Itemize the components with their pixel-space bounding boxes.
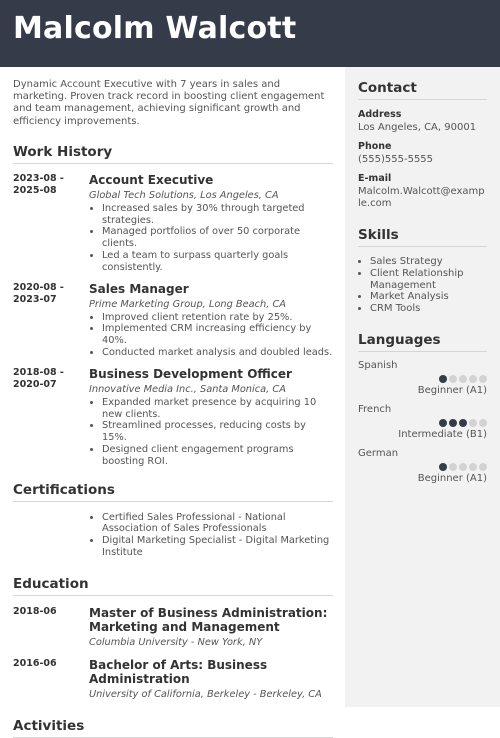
rating-dot-filled [439, 463, 447, 471]
job-bullet: • Expanded market presence by acquiring 10 new clients. [102, 397, 333, 421]
job-date-start: 2020-08 - [13, 281, 64, 293]
education-school: University of California, Berkeley - Berkeley, CA [89, 688, 322, 700]
rating-dot-empty [479, 375, 487, 383]
job-dates [13, 282, 89, 359]
language-entry [358, 360, 487, 396]
language-level: Beginner (A1) [417, 472, 487, 484]
education-school: Columbia University - New York, NY [89, 636, 263, 648]
skill-item: • Market Analysis [370, 291, 487, 303]
skill-item: • Sales Strategy [370, 256, 487, 268]
contact-phone: (555)555-5555 [358, 154, 434, 165]
skill-item: • Client Relationship Management [370, 268, 487, 292]
education-body [89, 606, 333, 649]
job-body [89, 173, 333, 274]
section-title-work-history: Work History [13, 144, 333, 164]
rating-dot-empty [469, 375, 477, 383]
section-title-languages: Languages [358, 332, 487, 352]
job-bullet: • Designed client engagement programs boosting ROI. [102, 444, 333, 468]
job-bullets [89, 397, 333, 468]
job-company: Global Tech Solutions, Los Angeles, CA [89, 189, 279, 201]
job-bullet: • Led a team to surpass quarterly goals consistently. [102, 250, 333, 274]
job-date-start: 2018-08 - [13, 366, 64, 378]
job-bullet: • Streamlined processes, reducing costs by 15%. [102, 420, 333, 444]
language-name: Spanish [358, 359, 398, 371]
job-role: Sales Manager [89, 281, 189, 296]
activities-section [13, 718, 333, 738]
contact-address: Los Angeles, CA, 90001 [358, 122, 477, 133]
job-bullet: • Conducted market analysis and doubled leads. [102, 347, 333, 359]
language-rating-dots [358, 463, 487, 471]
job-company: Prime Marketing Group, Long Beach, CA [89, 298, 287, 310]
job-bullet: • Improved client retention rate by 25%. [102, 312, 333, 324]
rating-dot-filled [449, 419, 457, 427]
section-title-education: Education [13, 576, 333, 596]
job-bullet: • Increased sales by 30% through targeted strategies. [102, 203, 333, 227]
job-date-end: 2023-07 [13, 293, 57, 305]
language-level: Beginner (A1) [417, 384, 487, 396]
job-entry [13, 173, 333, 274]
education-degree: Master of Business Administration: Marketing and Management [89, 605, 328, 634]
contact-email[interactable]: Malcolm.Walcott@example.com [358, 186, 485, 209]
job-company: Innovative Media Inc., Santa Monica, CA [89, 383, 286, 395]
education-entry [13, 658, 333, 701]
job-bullets [89, 312, 333, 359]
job-dates [13, 367, 89, 468]
job-body [89, 282, 333, 359]
certification-item: • Certified Sales Professional - National Association of Sales Professionals [102, 512, 333, 536]
language-name: German [358, 447, 399, 459]
section-title-skills: Skills [358, 227, 487, 247]
rating-dot-filled [439, 375, 447, 383]
resume-header [0, 0, 500, 67]
sidebar-content [358, 80, 487, 484]
main-column [13, 79, 333, 738]
skills-list [358, 256, 487, 315]
job-role: Business Development Officer [89, 366, 292, 381]
section-title-certifications: Certifications [13, 482, 333, 502]
language-rating-dots [358, 419, 487, 427]
education-date: 2018-06 [13, 605, 57, 617]
rating-dot-empty [459, 375, 467, 383]
contact-phone-label: Phone [358, 141, 392, 152]
job-body [89, 367, 333, 468]
job-role: Account Executive [89, 172, 214, 187]
candidate-name: Malcolm Walcott [13, 11, 297, 46]
rating-dot-empty [469, 463, 477, 471]
rating-dot-empty [479, 463, 487, 471]
rating-dot-empty [449, 463, 457, 471]
job-date-end: 2020-07 [13, 378, 57, 390]
certifications-section [13, 482, 333, 559]
section-title-contact: Contact [358, 80, 487, 100]
summary-text: Dynamic Account Executive with 7 years in sales and marketing. Proven track record in boosting client engagement and team management, achieving significant growth and efficiency improvements. [13, 79, 325, 127]
work-history-section [13, 144, 333, 468]
rating-dot-empty [469, 419, 477, 427]
rating-dot-empty [459, 463, 467, 471]
rating-dot-filled [459, 419, 467, 427]
language-list [358, 360, 487, 484]
rating-dot-filled [439, 419, 447, 427]
job-date-start: 2023-08 - [13, 172, 64, 184]
job-date-end: 2025-08 [13, 184, 57, 196]
language-level: Intermediate (B1) [398, 428, 487, 440]
job-bullet: • Implemented CRM increasing efficiency by 40%. [102, 323, 333, 347]
job-bullet: • Managed portfolios of over 50 corporate clients. [102, 226, 333, 250]
education-degree: Bachelor of Arts: Business Administration [89, 657, 268, 686]
job-bullets [89, 203, 333, 274]
education-date: 2016-06 [13, 657, 57, 669]
education-section [13, 576, 333, 701]
job-entry [13, 367, 333, 468]
contact-address-label: Address [358, 109, 402, 120]
education-body [89, 658, 333, 701]
rating-dot-empty [479, 419, 487, 427]
contact-email-label: E-mail [358, 173, 392, 184]
language-rating-dots [358, 375, 487, 383]
section-title-activities: Activities [13, 718, 333, 738]
certification-item: • Digital Marketing Specialist - Digital Marketing Institute [102, 535, 333, 559]
job-entry [13, 282, 333, 359]
language-name: French [358, 403, 392, 415]
education-entry [13, 606, 333, 649]
language-entry [358, 448, 487, 484]
skill-item: • CRM Tools [370, 303, 487, 315]
rating-dot-empty [449, 375, 457, 383]
job-dates [13, 173, 89, 274]
language-entry [358, 404, 487, 440]
certification-list [89, 512, 333, 559]
